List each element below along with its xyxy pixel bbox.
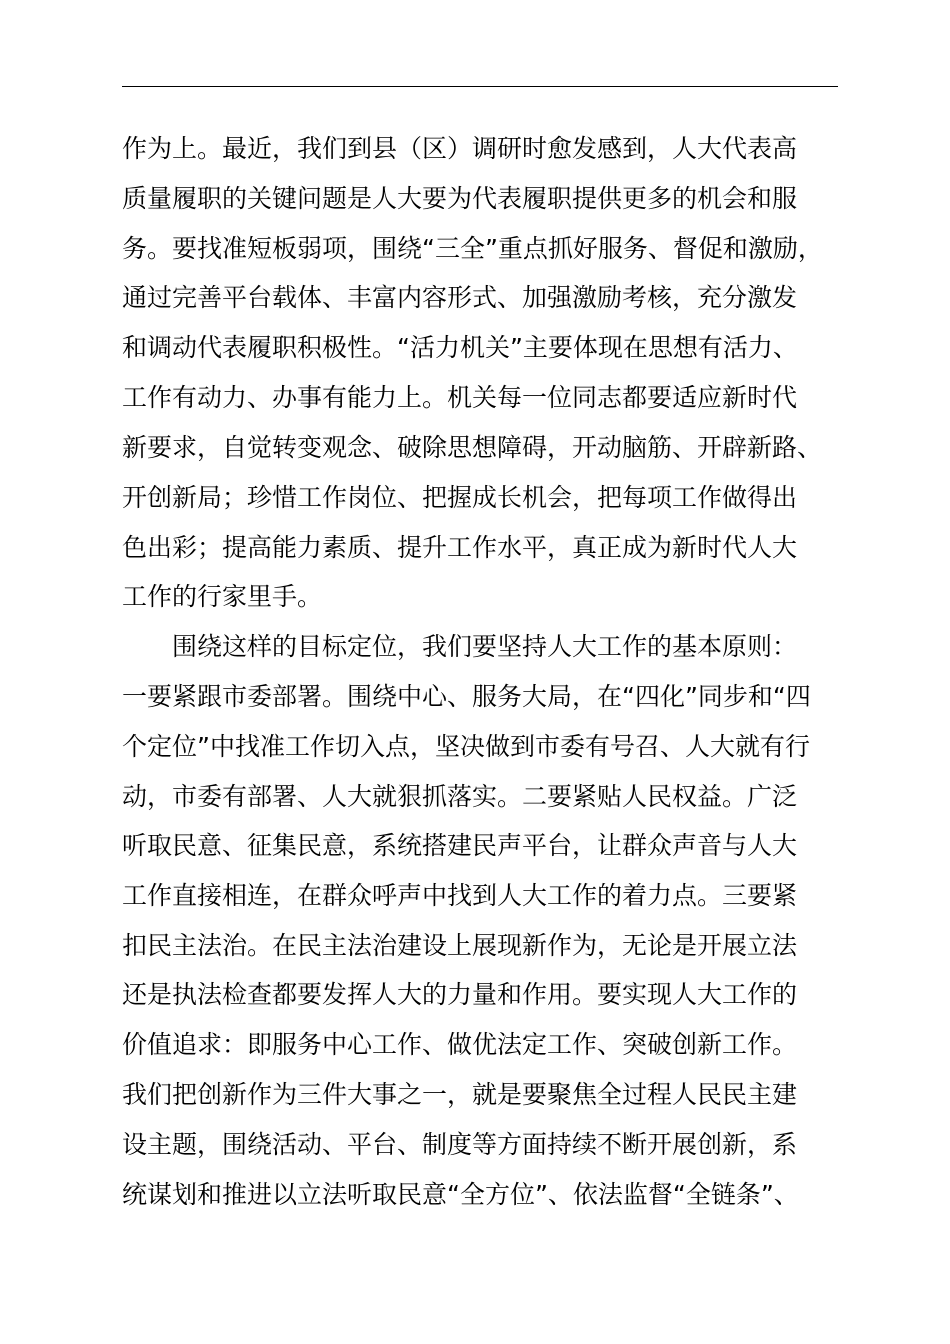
text-line-16: 工作直接相连，在群众呼声中找到人大工作的着力点。三要紧 [122, 881, 798, 910]
header-rule [122, 86, 838, 87]
text-line-12: 一要紧跟市委部署。围绕中心、服务大局，在“四化”同步和“四 [122, 682, 811, 711]
text-line-13: 个定位”中找准工作切入点，坚决做到市委有号召、人大就有行 [122, 732, 810, 761]
text-line-22: 统谋划和推进以立法听取民意“全方位”、依法监督“全链条”、 [122, 1180, 799, 1209]
text-line-5: 和调动代表履职积极性。“活力机关”主要体现在思想有活力、 [122, 333, 798, 362]
text-line-1: 作为上。最近，我们到县（区）调研时愈发感到，人大代表高 [122, 134, 798, 163]
text-line-15: 听取民意、征集民意，系统搭建民声平台，让群众声音与人大 [122, 831, 798, 860]
text-line-18: 还是执法检查都要发挥人大的力量和作用。要实现人大工作的 [122, 980, 798, 1009]
text-line-11: 围绕这样的目标定位，我们要坚持人大工作的基本原则： [172, 632, 798, 661]
text-line-7: 新要求，自觉转变观念、破除思想障碍，开动脑筋、开辟新路、 [122, 433, 823, 462]
text-line-19: 价值追求：即服务中心工作、做优法定工作、突破创新工作。 [122, 1030, 798, 1059]
text-line-21: 设主题，围绕活动、平台、制度等方面持续不断开展创新，系 [122, 1130, 798, 1159]
text-line-20: 我们把创新作为三件大事之一，就是要聚焦全过程人民民主建 [122, 1080, 798, 1109]
text-line-2: 质量履职的关键问题是人大要为代表履职提供更多的机会和服 [122, 184, 798, 213]
text-line-9: 色出彩；提高能力素质、提升工作水平，真正成为新时代人大 [122, 533, 798, 562]
text-line-10: 工作的行家里手。 [122, 582, 323, 611]
text-line-14: 动，市委有部署、人大就狠抓落实。二要紧贴人民权益。广泛 [122, 782, 798, 811]
text-line-17: 扣民主法治。在民主法治建设上展现新作为，无论是开展立法 [122, 931, 798, 960]
text-line-3: 务。要找准短板弱项，围绕“三全”重点抓好服务、督促和激励， [122, 234, 823, 263]
text-line-4: 通过完善平台载体、丰富内容形式、加强激励考核，充分激发 [122, 283, 798, 312]
text-line-6: 工作有动力、办事有能力上。机关每一位同志都要适应新时代 [122, 383, 798, 412]
text-line-8: 开创新局；珍惜工作岗位、把握成长机会，把每项工作做得出 [122, 483, 798, 512]
